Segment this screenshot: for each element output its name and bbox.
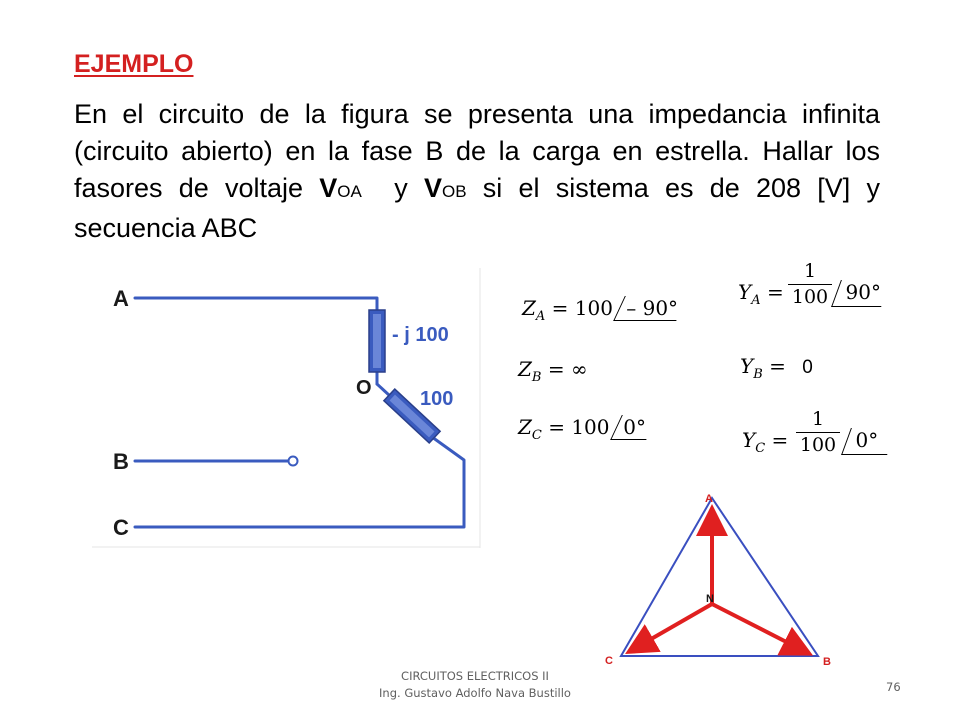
slide-title: EJEMPLO [74, 50, 194, 78]
phasor-nb [712, 604, 806, 652]
zc-angle: 0° [622, 415, 646, 439]
zc-symbol: Z [518, 415, 532, 439]
zc-magnitude: = 100 [548, 415, 610, 439]
zc-subscript: C [531, 428, 542, 443]
ya-denominator: 100 [788, 284, 832, 308]
ya-symbol: Y [738, 280, 752, 304]
slide-footer [340, 668, 610, 702]
phasor-nc [632, 604, 712, 650]
ya-equals: = [766, 280, 784, 304]
zb-subscript: B [531, 370, 542, 385]
yc-symbol: Y [742, 428, 756, 452]
yb-symbol: Y [740, 354, 754, 378]
voltage-vob-letter: V [424, 173, 443, 203]
yc-subscript: C [755, 441, 766, 456]
ya-angle: 90° [845, 280, 881, 304]
zb-value: = ∞ [547, 357, 588, 381]
impedance-a-value: - j 100 [392, 324, 449, 346]
voltage-voa-letter: V [319, 173, 338, 203]
voltage-vob-subscript: OB [442, 182, 467, 201]
yc-equals: = [771, 428, 789, 452]
yb-equals: = [769, 354, 786, 378]
problem-text-2: y [361, 173, 425, 203]
page-number: 76 [886, 680, 901, 694]
problem-text-1: En el circuito de la figura se presenta una impedancia infinita (circuito abierto) en la fase B de la carga en estrella. Hallar los fasores de voltaje [74, 99, 880, 203]
yc-angle: 0° [855, 428, 879, 452]
footer-course: CIRCUITOS ELECTRICOS II [401, 669, 549, 683]
impedance-c-value: 100 [420, 388, 454, 410]
phasor-vertex-c: C [605, 655, 613, 667]
voltage-triangle [621, 498, 818, 656]
za-angle: – 90° [626, 296, 678, 320]
terminal-c-label: C [113, 515, 129, 540]
za-symbol: Z [522, 296, 536, 320]
yb-subscript: B [753, 367, 763, 382]
yc-denominator: 100 [796, 432, 840, 456]
za-magnitude: = 100 [551, 296, 613, 320]
problem-text-3: si el sistema es de 208 [V] y secuencia ABC [74, 173, 880, 243]
ya-numerator: 1 [803, 260, 817, 282]
node-o-label: O [356, 377, 372, 399]
voltage-voa-subscript: OA [337, 182, 362, 201]
phasor-vertex-a: A [705, 493, 713, 505]
phasor-vertex-b: B [823, 656, 831, 668]
footer-author: Ing. Gustavo Adolfo Nava Bustillo [379, 686, 571, 700]
terminal-b-label: B [113, 449, 129, 474]
zb-symbol: Z [518, 357, 532, 381]
phasor-neutral-n: N [706, 593, 714, 605]
ya-subscript: A [751, 293, 761, 308]
yc-numerator: 1 [811, 408, 825, 430]
terminal-a-label: A [113, 286, 129, 311]
za-subscript: A [535, 309, 546, 324]
yb-value: 0 [802, 357, 813, 378]
